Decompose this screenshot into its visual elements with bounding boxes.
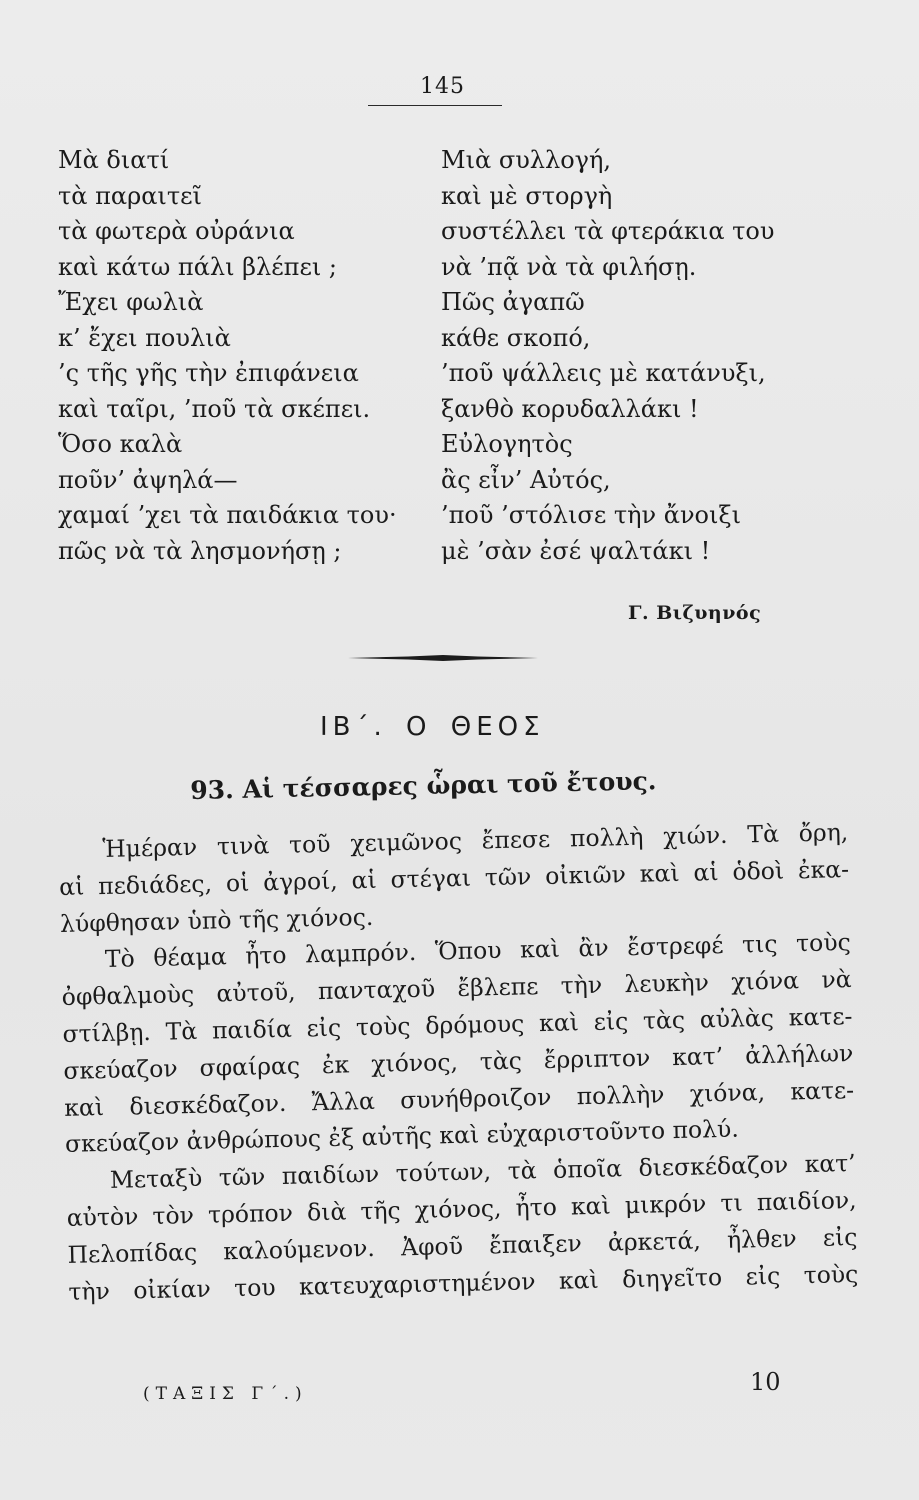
- poem-author: Γ. Βιζυηνός: [628, 602, 762, 624]
- poem-line: καὶ κάτω πάλι βλέπει ;: [58, 252, 338, 281]
- signature-mark: 10: [750, 1368, 781, 1396]
- poem-line: καὶ μὲ στοργὴ: [441, 181, 613, 210]
- poem-line: τὰ παραιτεῖ: [58, 181, 202, 210]
- poem-line: νὰ ’πᾷ νὰ τὰ φιλήσῃ.: [441, 252, 697, 281]
- section-heading: ΙΒ΄. Ο ΘΕΟΣ: [320, 712, 545, 742]
- poem-line: Ὅσο καλὰ: [58, 430, 183, 458]
- poem-line: τὰ φωτερὰ οὐράνια: [58, 217, 295, 245]
- poem-line: ξανθὸ κορυδαλλάκι !: [441, 394, 699, 423]
- poem-line: συστέλλει τὰ φτεράκια του: [441, 217, 775, 245]
- poem-line: πῶς νὰ τὰ λησμονήσῃ ;: [58, 536, 342, 565]
- paragraph-line: καὶ διεσκέδαζον. Ἄλλα συνήθροιζον πολλὴν χιόνα, κατε-: [63, 1075, 855, 1122]
- paragraph-line: σκεύαζον ἀνθρώπους ἐξ αὐτῆς καὶ εὐχαριστοῦντο πολύ.: [64, 1115, 740, 1159]
- poem-line: ἂς εἶν’ Αὐτός,: [441, 465, 611, 494]
- ornamental-divider: [348, 655, 538, 661]
- paragraph-line: στίλβῃ. Τὰ παιδία εἰς τοὺς δρόμους καὶ εἰς τὰς αὐλὰς κατε-: [62, 1002, 853, 1048]
- paragraph-line: Ἡμέραν τινὰ τοῦ χειμῶνος ἔπεσε πολλὴ χιών. Τὰ ὄρη,: [102, 818, 849, 863]
- paragraph-line: Πελοπίδας καλούμενον. Ἀφοῦ ἔπαιξεν ἀρκετά, ἦλθεν εἰς: [67, 1222, 858, 1269]
- poem-line: ’ποῦ ’στόλισε τὴν ἄνοιξι: [441, 501, 742, 529]
- poem-line: καὶ ταῖρι, ’ποῦ τὰ σκέπει.: [58, 394, 371, 423]
- poem-line: ’ς τῆς γῆς τὴν ἐπιφάνεια: [58, 359, 359, 387]
- poem-line: κ’ ἔχει πουλιὰ: [58, 323, 231, 352]
- poem-line: Ἔχει φωλιὰ: [58, 288, 204, 316]
- poem-line: κάθε σκοπό,: [441, 323, 591, 352]
- poem-line: ’ποῦ ψάλλεις μὲ κατάνυξι,: [441, 359, 766, 387]
- poem-line: Μὰ διατί: [58, 146, 170, 174]
- page-number: 145: [420, 74, 465, 99]
- paragraph-line: Μεταξὺ τῶν παιδίων τούτων, τὰ ὁποῖα διεσκέδαζον κατ’: [109, 1149, 857, 1195]
- paragraph-line: λύφθησαν ὑπὸ τῆς χιόνος.: [59, 902, 374, 938]
- paragraph-line: αὐτὸν τὸν τρόπον διὰ τῆς χιόνος, ἦτο καὶ μικρόν τι παιδίον,: [66, 1185, 857, 1232]
- paragraph-line: σκεύαζον σφαίρας ἐκ χιόνος, τὰς ἔρριπτον κατ’ ἀλλήλων: [63, 1038, 854, 1085]
- paragraph-line: Τὸ θέαμα ἦτο λαμπρόν. Ὅπου καὶ ἂν ἔστρεφέ τις τοὺς: [104, 928, 852, 974]
- footer-class-label: (ΤΑΞΙΣ Γ΄.): [143, 1384, 308, 1404]
- lesson-text: [58, 814, 859, 1310]
- poem-line: Πῶς ἀγαπῶ: [441, 288, 585, 316]
- poem-right-column: [441, 143, 881, 569]
- paragraph-line: ὀφθαλμοὺς αὐτοῦ, πανταχοῦ ἔβλεπε τὴν λευκὴν χιόνα νὰ: [61, 965, 852, 1012]
- poem-line: Εὐλογητὸς: [441, 430, 573, 458]
- paragraph-line: τὴν οἰκίαν του κατευχαριστημένον καὶ διηγεῖτο εἰς τοὺς: [68, 1259, 859, 1306]
- header-rule: [368, 105, 502, 106]
- lesson-title: 93. Αἱ τέσσαρες ὧραι τοῦ ἔτους.: [190, 766, 657, 805]
- poem-line: χαμαί ’χει τὰ παιδάκια του·: [58, 501, 397, 529]
- poem-line: μὲ ’σὰν ἐσέ ψαλτάκι !: [441, 536, 711, 565]
- paragraph-line: αἱ πεδιάδες, οἱ ἀγροί, αἱ στέγαι τῶν οἰκιῶν καὶ αἱ ὁδοὶ ἐκα-: [58, 854, 850, 901]
- poem-line: ποῦν’ ἀψηλά—: [58, 465, 238, 494]
- poem-left-column: [58, 143, 438, 569]
- poem-line: Μιὰ συλλογή,: [441, 146, 612, 174]
